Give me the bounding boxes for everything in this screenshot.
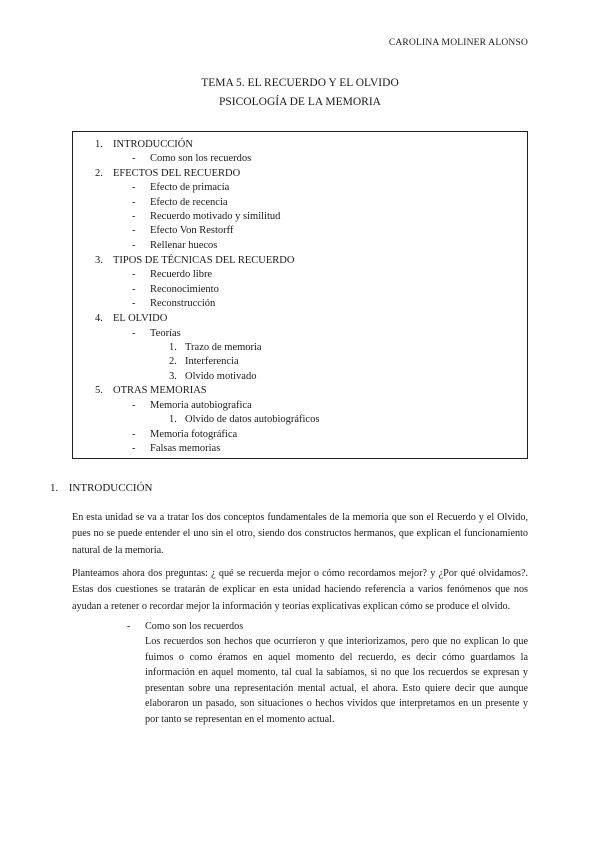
toc-subitem-label: Trazo de memoria	[185, 342, 262, 353]
toc-dash: -	[132, 211, 136, 222]
toc-dash: -	[132, 197, 136, 208]
toc-item-label: Reconocimiento	[150, 284, 219, 295]
toc-subitem-label: Interferencia	[185, 356, 239, 367]
toc-item-label: Falsas memorias	[150, 443, 221, 454]
title-line-1: TEMA 5. EL RECUERDO Y EL OLVIDO	[201, 77, 399, 89]
subsection-title: Como son los recuerdos	[145, 621, 244, 632]
toc-dash: -	[132, 225, 136, 236]
toc-item-label: Recuerdo motivado y similitud	[150, 211, 281, 222]
toc-item-label: Teorías	[150, 328, 181, 339]
toc-subitem-label: Olvido motivado	[185, 371, 257, 382]
toc-item-label: Memoria fotográfica	[150, 429, 238, 440]
section-number: 1.	[50, 482, 59, 494]
toc-section-title: TIPOS DE TÉCNICAS DEL RECUERDO	[113, 255, 295, 266]
toc-item-label: Efecto Von Restorff	[150, 225, 234, 236]
toc-item-label: Reconstrucción	[150, 298, 216, 309]
toc-dash: -	[132, 269, 136, 280]
toc-item-label: Como son los recuerdos	[150, 153, 252, 164]
toc-section-number: 3.	[95, 255, 103, 266]
toc-section-title: EL OLVIDO	[113, 313, 168, 324]
toc-dash: -	[132, 429, 136, 440]
toc-dash: -	[132, 443, 136, 454]
subsection-text: Los recuerdos son hechos que ocurrieron y que interiorizamos, pero que no explican lo que fuimos o como éramos en aquel momento del recuerdo, es decir cómo guardamos la información en aquel momento, tal cual la sabíamos, si no que los recuerdos se expresan y presentan sobre una representación mental actual, el ahora. Esto quiere decir que aunque elaboraron un pasado, son situaciones o hechos vividos que interpretamos en un presente y por tanto se representan en el momento actual.	[145, 636, 528, 725]
section-heading	[50, 482, 152, 494]
toc-section-number: 4.	[95, 313, 103, 324]
toc-section-number: 2.	[95, 168, 103, 179]
toc-item-label: Memoria autobiografica	[150, 400, 252, 411]
toc-dash: -	[132, 182, 136, 193]
toc-subitem-number: 3.	[169, 371, 177, 382]
toc-section-number: 5.	[95, 385, 103, 396]
toc-item-label: Rellenar huecos	[150, 240, 218, 251]
section-title: INTRODUCCIÓN	[68, 482, 153, 494]
toc-item-label: Efecto de primacía	[150, 182, 230, 193]
table-of-contents	[72, 131, 528, 459]
toc-dash: -	[132, 284, 136, 295]
toc-subitem-label: Olvido de datos autobiográficos	[185, 414, 320, 425]
toc-dash: -	[132, 298, 136, 309]
paragraph-2: Planteamos ahora dos preguntas: ¿ qué se recuerda mejor o cómo recordamos mejor? y ¿Por qué olvidamos?. Estas dos cuestiones se tratarán de explicar en esta unidad haciendo referencia a varios fenómenos que nos ayudan a retener o recordar mejor la información y teorías explicativas explican cómo se produce el olvido.	[72, 568, 528, 612]
toc-item-label: Recuerdo libre	[150, 269, 213, 280]
toc-section-number: 1.	[95, 139, 103, 150]
toc-dash: -	[132, 240, 136, 251]
toc-dash: -	[132, 400, 136, 411]
toc-section-title: EFECTOS DEL RECUERDO	[113, 168, 241, 179]
toc-subitem-number: 1.	[169, 414, 177, 425]
document-title	[0, 74, 600, 112]
author-header: CAROLINA MOLINER ALONSO	[388, 38, 528, 48]
subsection-dash: -	[127, 621, 131, 632]
toc-dash: -	[132, 328, 136, 339]
paragraph-1: En esta unidad se va a tratar los dos conceptos fundamentales de la memoria que son el Recuerdo y el Olvido, pues no se puede entender el uno sin el otro, siendo dos constructos hermanos, que explican el funcionamiento natural de la memoria.	[72, 512, 528, 556]
toc-section-title: OTRAS MEMORIAS	[113, 385, 207, 396]
title-line-2: PSICOLOGÍA DE LA MEMORIA	[219, 96, 381, 108]
toc-subitem-number: 1.	[169, 342, 177, 353]
toc-section-title: INTRODUCCIÓN	[113, 139, 193, 150]
toc-subitem-number: 2.	[169, 356, 177, 367]
toc-item-label: Efecto de recencia	[150, 197, 228, 208]
toc-dash: -	[132, 153, 136, 164]
